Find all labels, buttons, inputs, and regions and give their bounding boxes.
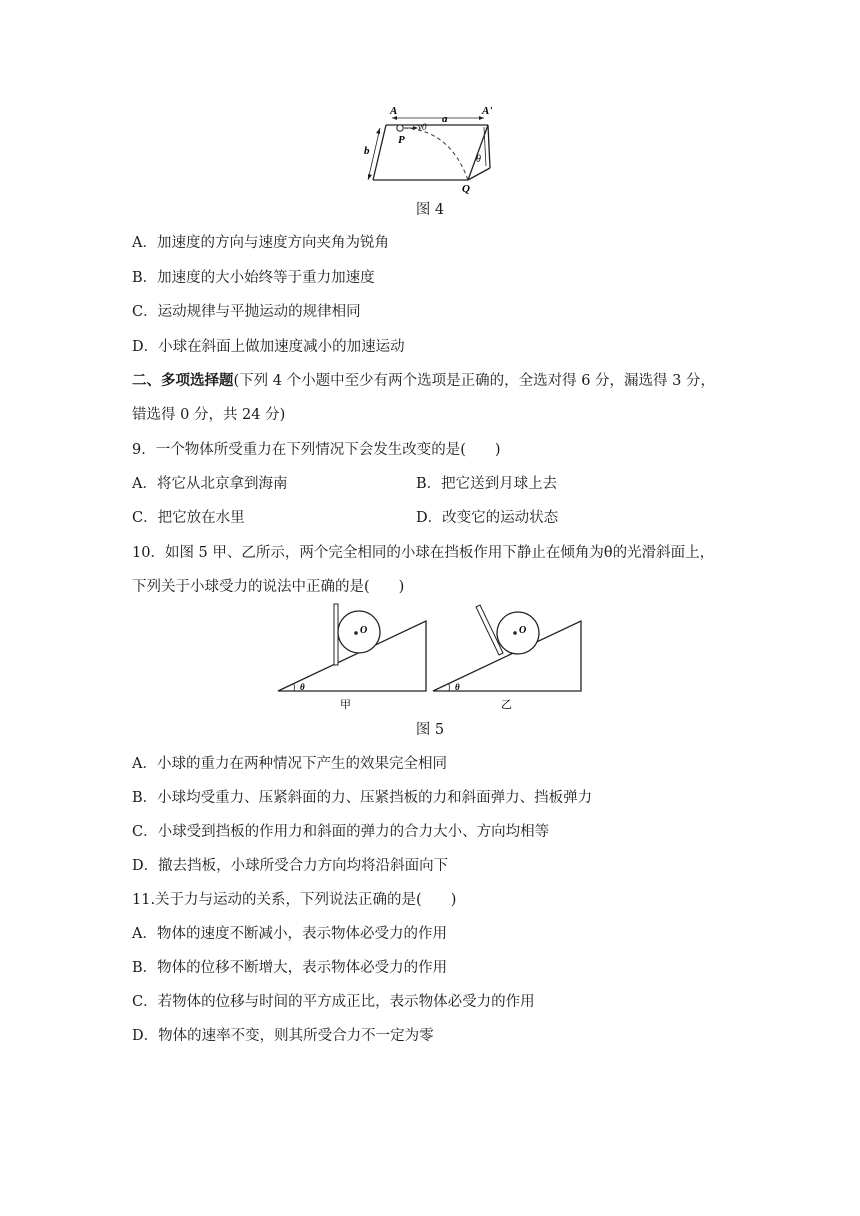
section-2-note-line1: (下列 4 个小题中至少有两个选项是正确的，全选对得 6 分，漏选得 3 分， (233, 373, 715, 389)
q8-option-c: C．运动规律与平抛运动的规律相同 (132, 304, 361, 320)
label-b: b (364, 145, 370, 157)
q9-option-c: C．把它放在水里 (132, 510, 245, 526)
fig5-yi-theta: θ (455, 682, 460, 692)
figure-5-caption: 图 5 (415, 722, 445, 738)
fig5-yi-label-O: O (519, 625, 527, 636)
q10-stem-line1: 10．如图 5 甲、乙所示，两个完全相同的小球在挡板作用下静止在倾角为θ的光滑斜面上， (132, 545, 715, 561)
q9-stem: 9．一个物体所受重力在下列情况下会发生改变的是( ) (132, 442, 501, 458)
fig5-jia-theta: θ (300, 682, 305, 692)
section-2-intro (132, 371, 715, 391)
q10-option-a: A．小球的重力在两种情况下产生的效果完全相同 (132, 756, 447, 772)
q11-option-b: B．物体的位移不断增大，表示物体必受力的作用 (132, 960, 448, 976)
figure-4-caption: 图 4 (415, 202, 445, 218)
q10-option-d: D．撤去挡板，小球所受合力方向均将沿斜面向下 (132, 858, 449, 874)
q10-option-b: B．小球均受重力、压紧斜面的力、压紧挡板的力和斜面弹力、挡板弹力 (132, 790, 593, 806)
q9-option-b: B．把它送到月球上去 (416, 476, 558, 492)
q8-option-a: A．加速度的方向与速度方向夹角为锐角 (132, 235, 389, 251)
label-P: P (398, 134, 405, 146)
label-A-prime: A' (482, 105, 493, 117)
q11-option-c: C．若物体的位移与时间的平方成正比，表示物体必受力的作用 (132, 994, 535, 1010)
q10-option-c: C．小球受到挡板的作用力和斜面的弹力的合力大小、方向均相等 (132, 824, 550, 840)
label-Q: Q (462, 183, 470, 195)
section-2-heading: 二、多项选择题 (132, 372, 234, 389)
q11-option-d: D．物体的速率不变，则其所受合力不一定为零 (132, 1028, 434, 1044)
q11-option-a: A．物体的速度不断减小，表示物体必受力的作用 (132, 926, 447, 942)
q8-option-d: D．小球在斜面上做加速度减小的加速运动 (132, 339, 405, 355)
q11-stem: 11.关于力与运动的关系，下列说法正确的是( ) (132, 892, 457, 908)
fig5-yi-caption: 乙 (501, 699, 512, 711)
q9-option-a: A．将它从北京拿到海南 (132, 476, 288, 492)
label-a: a (442, 113, 448, 125)
q9-option-d: D．改变它的运动状态 (416, 510, 559, 526)
q10-stem-line2: 下列关于小球受力的说法中正确的是( ) (132, 579, 405, 595)
label-v0: v0 (418, 122, 427, 132)
fig5-jia-caption: 甲 (340, 699, 351, 711)
q8-option-b: B．加速度的大小始终等于重力加速度 (132, 270, 375, 286)
label-theta: θ (476, 154, 481, 165)
fig5-jia-label-O: O (360, 625, 368, 636)
section-2-note-line2: 错选得 0 分，共 24 分) (132, 407, 286, 423)
figure-5-diagram (270, 600, 590, 715)
figure-4-diagram (360, 100, 510, 196)
label-A: A (390, 105, 398, 117)
